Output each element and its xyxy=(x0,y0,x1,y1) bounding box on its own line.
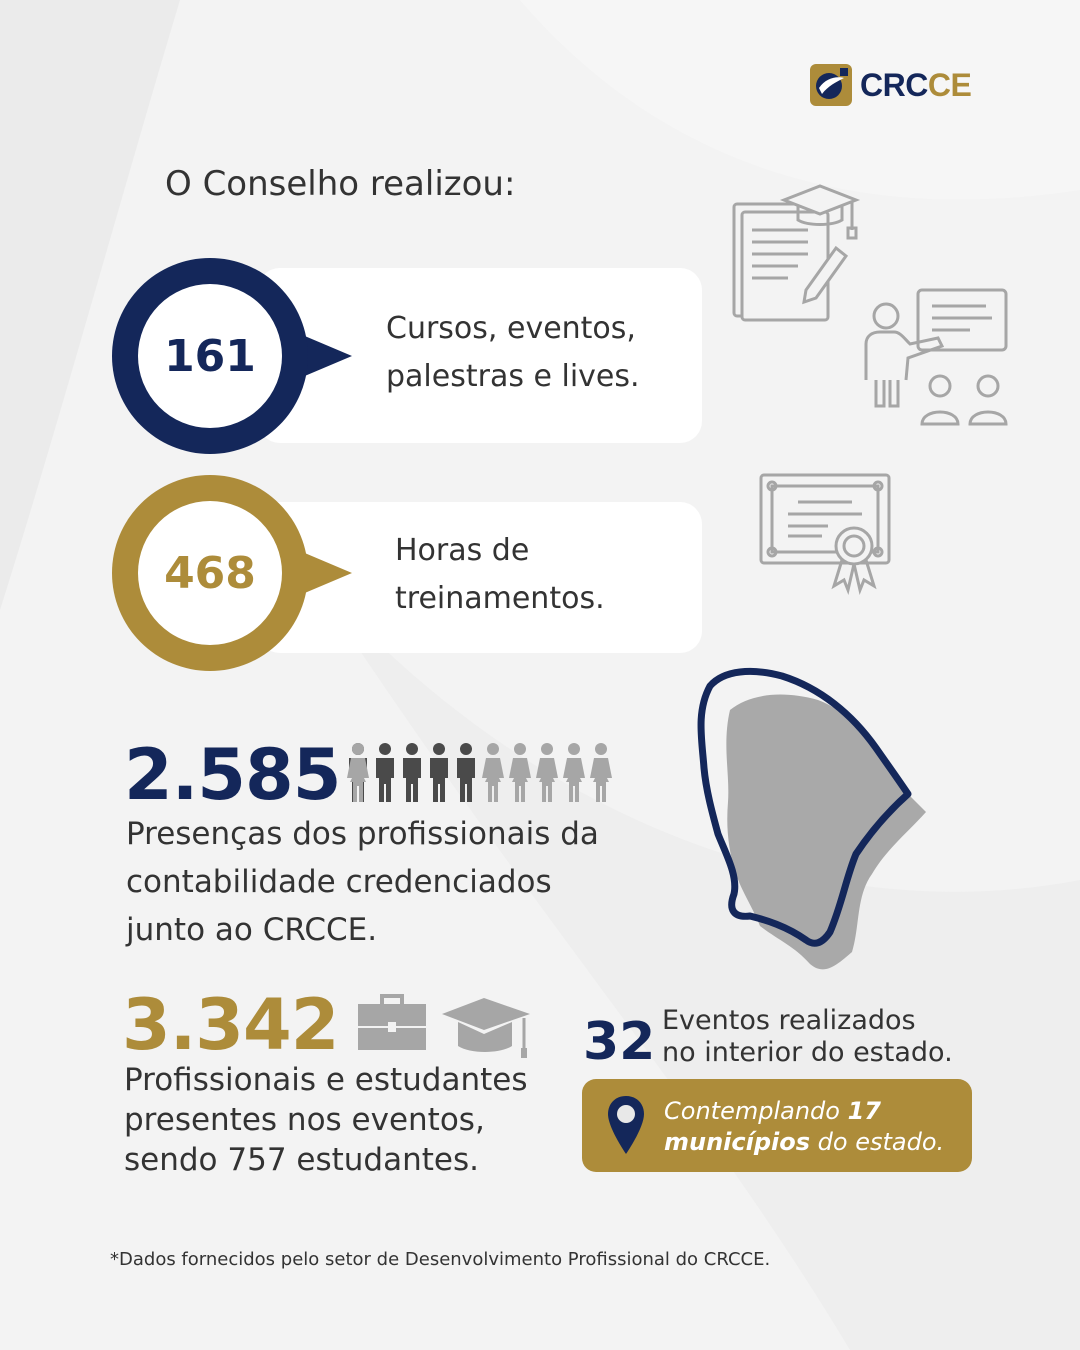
certificate-icon xyxy=(758,472,894,596)
presences-value: 2.585 xyxy=(124,734,341,816)
logo-mark-icon xyxy=(810,64,852,106)
description-line: Profissionais e estudantes xyxy=(124,1062,528,1098)
stat-label-hours xyxy=(395,527,695,623)
footnote: *Dados fornecidos pelo setor de Desenvolvimento Profissional do CRCCE. xyxy=(110,1249,771,1270)
label-line: no interior do estado. xyxy=(662,1037,953,1068)
description-line: Presenças dos profissionais da xyxy=(126,816,599,852)
description-line: junto ao CRCCE. xyxy=(126,912,378,948)
heading: O Conselho realizou: xyxy=(165,164,516,204)
ceara-map-icon xyxy=(686,664,934,980)
logo-text xyxy=(860,67,971,104)
logo-text-ce: CE xyxy=(927,66,972,103)
municipalities-suffix: do estado. xyxy=(810,1128,945,1156)
presences-description xyxy=(126,810,646,954)
stat-label-line: Cursos, eventos, xyxy=(386,311,636,346)
stat-label-line: palestras e lives. xyxy=(386,359,640,394)
logo-text-crc: CRC xyxy=(860,66,928,103)
description-line: sendo 757 estudantes. xyxy=(124,1142,479,1178)
stat-label-line: Horas de xyxy=(395,533,530,568)
stat-label-line: treinamentos. xyxy=(395,581,605,616)
document-graduation-icon xyxy=(728,182,864,322)
professionals-value: 3.342 xyxy=(122,984,339,1066)
municipalities-text xyxy=(664,1096,964,1158)
stat-ring-courses xyxy=(112,258,308,454)
label-line: Eventos realizados xyxy=(662,1005,916,1036)
teacher-presentation-icon xyxy=(860,288,1010,430)
stat-value-courses: 161 xyxy=(138,284,282,428)
interior-events-label xyxy=(662,1005,982,1069)
stat-label-courses xyxy=(386,305,686,401)
stat-value-hours: 468 xyxy=(138,501,282,645)
location-pin-icon xyxy=(606,1094,646,1156)
graduation-cap-icon xyxy=(440,996,532,1060)
interior-events-value: 32 xyxy=(583,1012,656,1072)
people-row-icon xyxy=(346,742,624,804)
briefcase-icon xyxy=(356,990,428,1052)
description-line: contabilidade credenciados xyxy=(126,864,552,900)
municipalities-word: municípios xyxy=(664,1128,811,1156)
crcce-logo xyxy=(810,64,971,106)
description-line: presentes nos eventos, xyxy=(124,1102,485,1138)
municipalities-prefix: Contemplando xyxy=(664,1097,848,1125)
municipalities-count: 17 xyxy=(847,1097,881,1125)
stat-ring-hours xyxy=(112,475,308,671)
professionals-description xyxy=(124,1060,574,1180)
